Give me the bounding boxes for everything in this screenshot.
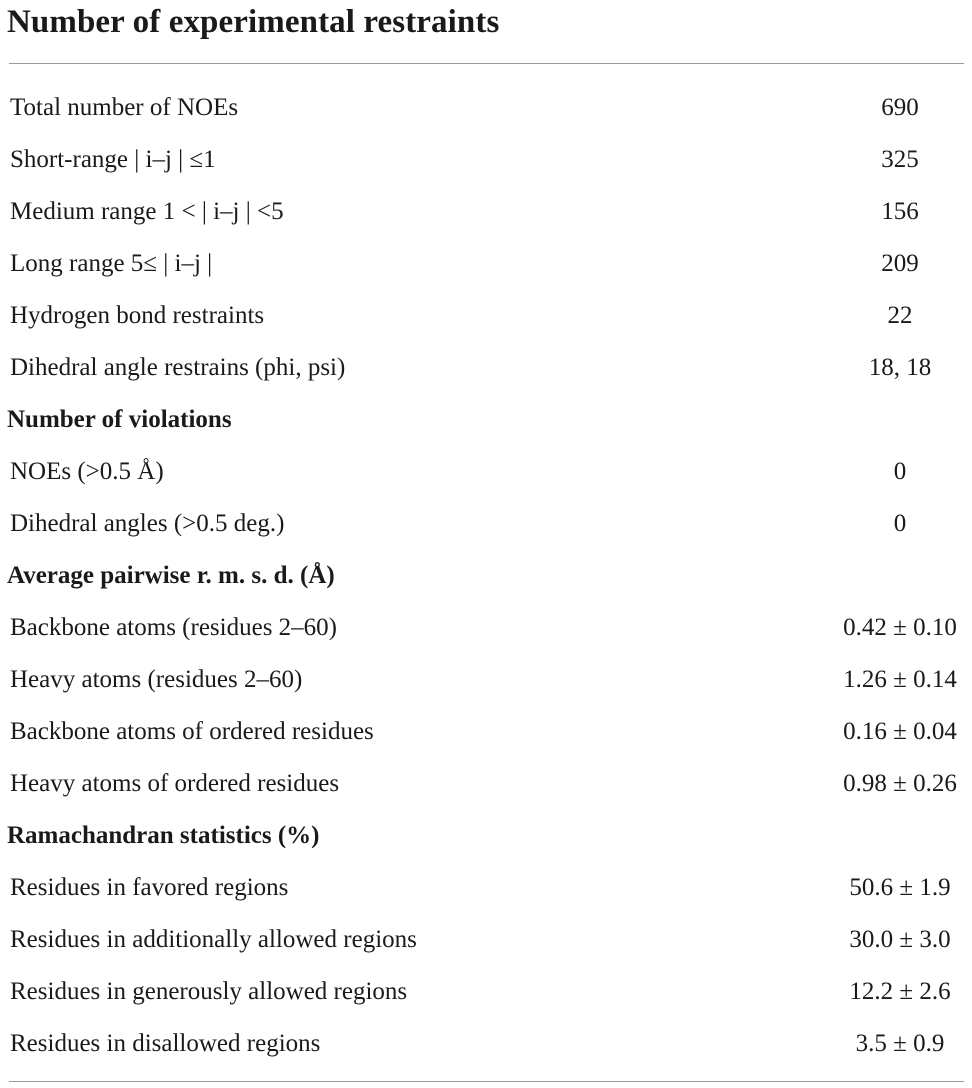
- section-heading: Ramachandran statistics (%): [7, 822, 320, 849]
- row-label: Hydrogen bond restraints: [10, 302, 265, 329]
- top-rule: [9, 63, 964, 64]
- table-row: [0, 758, 972, 810]
- row-value: 0.16 ± 0.04: [843, 718, 957, 745]
- table-row: [0, 290, 972, 342]
- section-heading-ramachandran: [0, 810, 972, 862]
- row-label: NOEs (>0.5 Å): [10, 458, 164, 485]
- row-label: Residues in disallowed regions: [10, 1030, 321, 1057]
- row-label: Residues in favored regions: [10, 874, 289, 901]
- section-heading-rmsd: [0, 550, 972, 602]
- row-label: Short-range | i–j | ≤1: [10, 146, 216, 173]
- section-heading-violations: [0, 394, 972, 446]
- table-body: [0, 82, 972, 1070]
- table-row: [0, 446, 972, 498]
- table-row: [0, 706, 972, 758]
- row-label: Heavy atoms of ordered residues: [10, 770, 340, 797]
- table-row: [0, 654, 972, 706]
- table-row: [0, 914, 972, 966]
- row-value: 0.42 ± 0.10: [843, 614, 957, 641]
- row-label: Backbone atoms (residues 2–60): [10, 614, 338, 641]
- row-value: 0: [893, 458, 907, 485]
- section-heading: Number of violations: [7, 406, 232, 433]
- table-row: [0, 1018, 972, 1070]
- section-heading: Average pairwise r. m. s. d. (Å): [7, 562, 335, 589]
- row-value: 3.5 ± 0.9: [855, 1030, 945, 1057]
- table-row: [0, 134, 972, 186]
- row-value: 30.0 ± 3.0: [849, 926, 951, 953]
- table-row: [0, 498, 972, 550]
- table-row: [0, 186, 972, 238]
- row-value: 22: [887, 302, 913, 329]
- row-value: 0.98 ± 0.26: [843, 770, 957, 797]
- table-row: [0, 966, 972, 1018]
- row-value: 12.2 ± 2.6: [849, 978, 951, 1005]
- row-label: Residues in additionally allowed regions: [10, 926, 417, 953]
- bottom-rule: [9, 1081, 964, 1082]
- table-title: Number of experimental restraints: [7, 4, 500, 40]
- row-label: Heavy atoms (residues 2–60): [10, 666, 303, 693]
- row-label: Dihedral angle restrains (phi, psi): [10, 354, 346, 381]
- table-row: [0, 862, 972, 914]
- row-label: Medium range 1 < | i–j | <5: [10, 198, 284, 225]
- row-value: 690: [881, 94, 919, 121]
- row-value: 1.26 ± 0.14: [843, 666, 957, 693]
- row-label: Total number of NOEs: [10, 94, 239, 121]
- row-label: Long range 5≤ | i–j |: [10, 250, 213, 277]
- row-value: 209: [881, 250, 919, 277]
- table-row: [0, 238, 972, 290]
- row-label: Backbone atoms of ordered residues: [10, 718, 374, 745]
- table-row: [0, 602, 972, 654]
- row-value: 18, 18: [868, 354, 932, 381]
- table-row: [0, 82, 972, 134]
- row-value: 325: [881, 146, 919, 173]
- table-row: [0, 342, 972, 394]
- row-value: 0: [893, 510, 907, 537]
- row-value: 156: [881, 198, 919, 225]
- row-label: Residues in generously allowed regions: [10, 978, 408, 1005]
- row-value: 50.6 ± 1.9: [849, 874, 951, 901]
- row-label: Dihedral angles (>0.5 deg.): [10, 510, 285, 537]
